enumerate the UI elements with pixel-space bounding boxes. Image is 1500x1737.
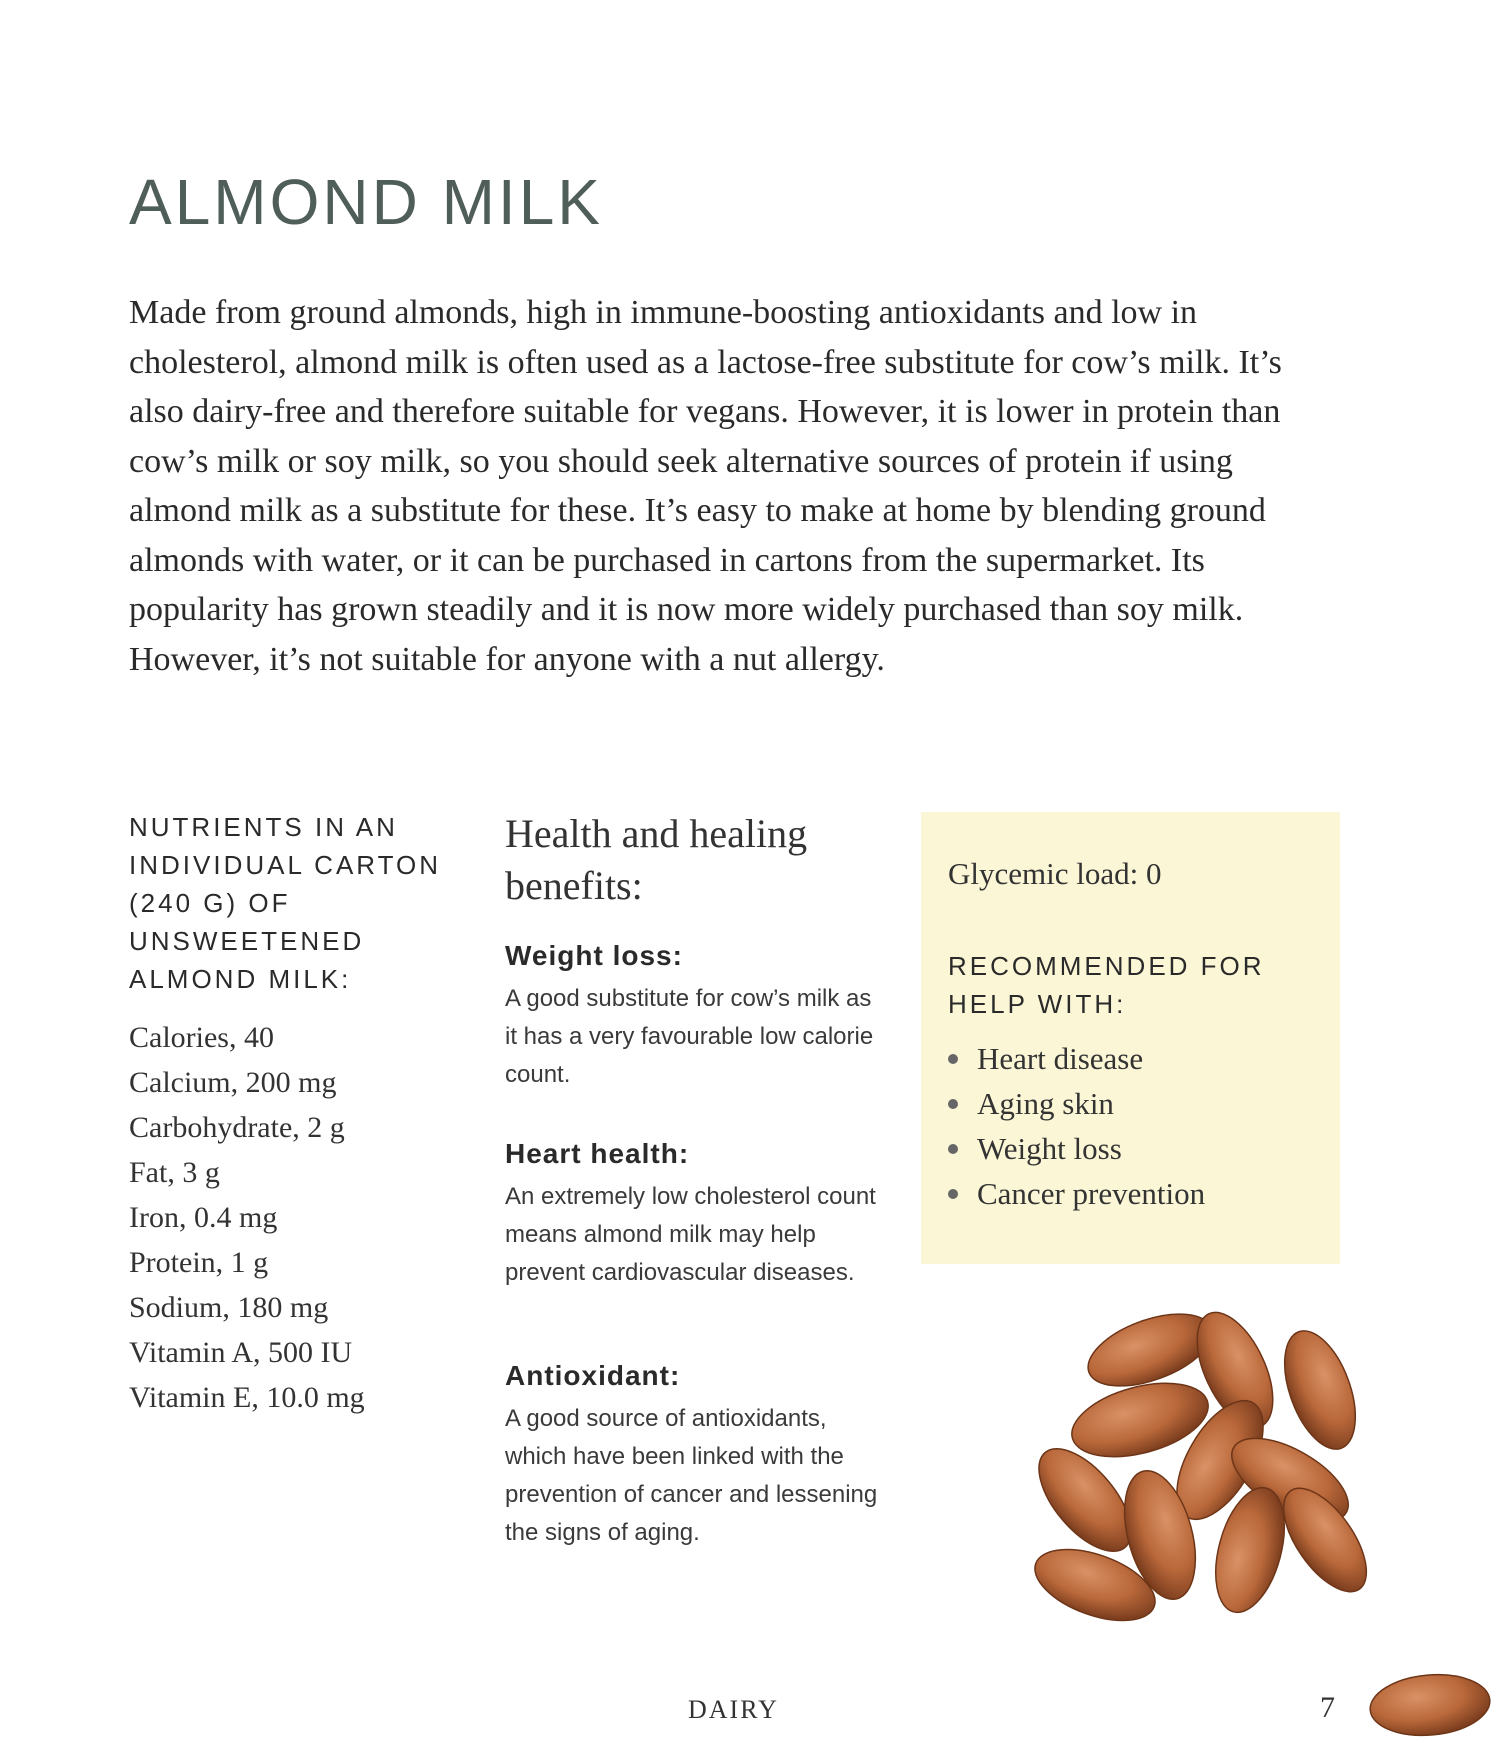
bullet-icon [948, 1099, 958, 1109]
benefit-text: An extremely low cholesterol count means almond milk may help prevent cardiovascular diseases. [505, 1183, 876, 1286]
benefit-text: A good source of antioxidants, which have been linked with the prevention of cancer and lessening the signs of aging. [505, 1405, 878, 1546]
benefit-weight-loss [505, 938, 905, 1094]
benefit-title: Heart health: [505, 1138, 690, 1169]
nutrient-item: Vitamin E, 10.0 mg [129, 1381, 365, 1414]
nutrient-item: Calories, 40 [129, 1021, 274, 1054]
nutrient-item: Vitamin A, 500 IU [129, 1336, 353, 1369]
glycemic-load: Glycemic load: 0 [948, 856, 1162, 891]
recommendation-box [921, 812, 1340, 1264]
recommended-item: Heart disease [948, 1036, 1205, 1081]
benefit-title: Weight loss: [505, 940, 683, 971]
footer-section-name: DAIRY [688, 1695, 779, 1724]
nutrient-item: Calcium, 200 mg [129, 1066, 337, 1099]
bullet-icon [948, 1189, 958, 1199]
nutrient-item: Iron, 0.4 mg [129, 1201, 278, 1234]
recommended-item: Cancer prevention [948, 1171, 1205, 1216]
recommended-list [948, 1036, 1205, 1216]
intro-paragraph: Made from ground almonds, high in immune-boosting antioxidants and low in cholesterol, almond milk is often used as a lactose-free substitute for cow’s milk. It’s also dairy-free and therefore suitable for vegans. However, it is lower in protein than cow’s milk or soy milk, so you should seek alternative sources of protein if using almond milk as a substitute for these. It’s easy to make at home by blending ground almonds with water, or it can be purchased in cartons from the supermarket. Its popularity has grown steadily and it is now more widely purchased than soy milk. However, it’s not suitable for anyone with a nut allergy. [129, 294, 1282, 678]
almonds-icon [1020, 1310, 1500, 1737]
recommended-heading: RECOMMENDED FOR HELP WITH: [948, 951, 1265, 1019]
benefit-antioxidant [505, 1358, 905, 1552]
bullet-icon [948, 1144, 958, 1154]
benefits-heading: Health and healing benefits: [505, 811, 808, 908]
benefit-text: A good substitute for cow’s milk as it has a very favourable low calorie count. [505, 985, 874, 1088]
nutrient-item: Carbohydrate, 2 g [129, 1111, 345, 1144]
recommended-item: Weight loss [948, 1126, 1205, 1171]
benefit-heart-health [505, 1136, 905, 1292]
page-title: ALMOND MILK [129, 166, 603, 238]
nutrient-item: Protein, 1 g [129, 1246, 269, 1279]
nutrient-item: Sodium, 180 mg [129, 1291, 329, 1324]
nutrients-list [129, 1015, 365, 1420]
benefit-title: Antioxidant: [505, 1360, 681, 1391]
nutrients-heading: NUTRIENTS IN AN INDIVIDUAL CARTON (240 G) OF UNSWEETENED ALMOND MILK: [129, 812, 442, 994]
recommended-item: Aging skin [948, 1081, 1205, 1126]
nutrient-item: Fat, 3 g [129, 1156, 220, 1189]
bullet-icon [948, 1054, 958, 1064]
page-number: 7 [1320, 1691, 1335, 1724]
